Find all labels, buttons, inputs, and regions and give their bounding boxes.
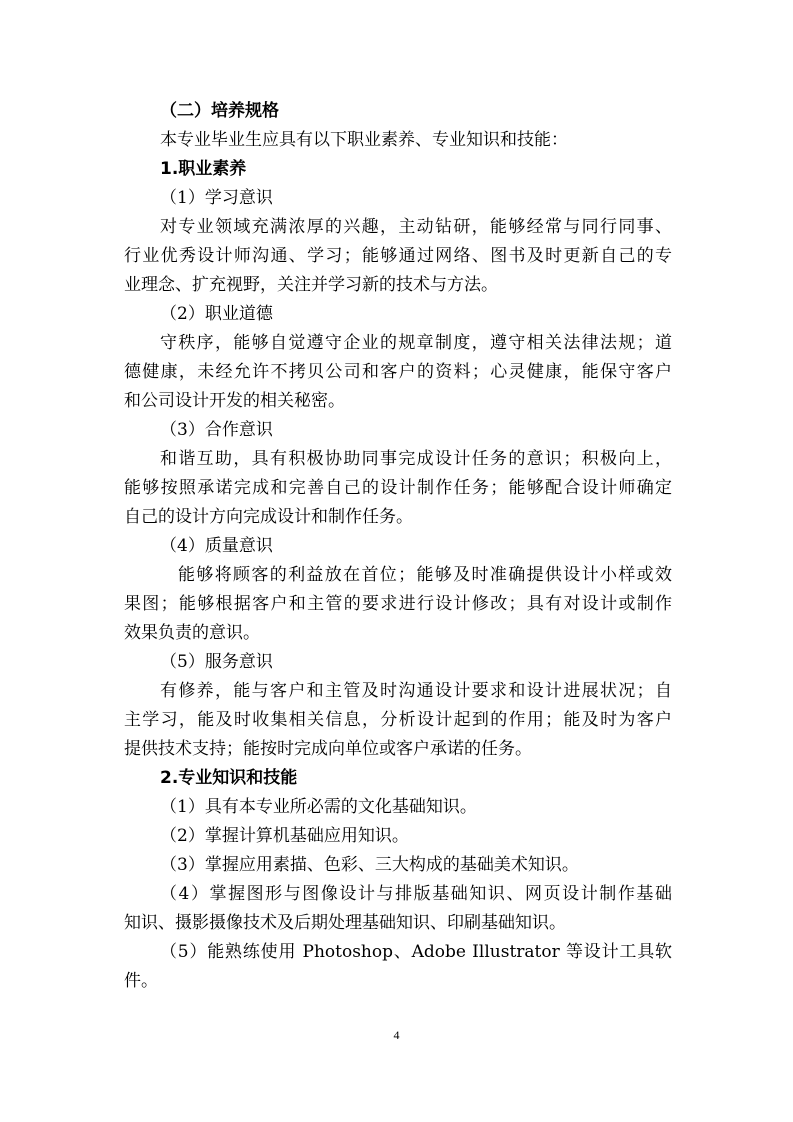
paragraph-line: 业理念、扩充视野，关注并学习新的技术与方法。	[124, 275, 498, 295]
list-item: （3）掌握应用素描、色彩、三大构成的基础美术知识。	[160, 855, 579, 875]
list-item: （2）掌握计算机基础应用知识。	[160, 826, 409, 846]
item-label: （5）服务意识	[160, 652, 273, 672]
item-label: （4）质量意识	[160, 536, 273, 556]
paragraph-line: 和公司设计开发的相关秘密。	[124, 391, 345, 411]
list-item: （4）掌握图形与图像设计与排版基础知识、网页设计制作基础	[160, 884, 672, 904]
item-label: （2）职业道德	[160, 304, 273, 324]
page-number: 4	[393, 1028, 400, 1042]
paragraph-line: 自己的设计方向完成设计和制作任务。	[124, 507, 413, 527]
paragraph-line: 能够按照承诺完成和完善自己的设计制作任务；能够配合设计师确定	[124, 478, 672, 498]
section-title: （二）培养规格	[160, 101, 279, 121]
list-item: （1）具有本专业所必需的文化基础知识。	[160, 797, 477, 817]
part2-title: 2.专业知识和技能	[160, 768, 298, 788]
list-item-continuation: 知识、摄影摄像技术及后期处理基础知识、印刷基础知识。	[124, 913, 566, 933]
list-item: （5）能熟练使用 Photoshop、Adobe Illustrator 等设计工具软	[160, 942, 672, 962]
paragraph-line: 能够将顾客的利益放在首位；能够及时准确提供设计小样或效	[178, 565, 672, 585]
intro-paragraph: 本专业毕业生应具有以下职业素养、专业知识和技能：	[160, 130, 568, 150]
paragraph-line: 果图；能够根据客户和主管的要求进行设计修改；具有对设计或制作	[124, 594, 672, 614]
paragraph-line: 德健康，未经允许不拷贝公司和客户的资料；心灵健康，能保守客户	[124, 362, 672, 382]
paragraph-line: 有修养，能与客户和主管及时沟通设计要求和设计进展状况；自	[160, 681, 672, 701]
list-item-continuation: 件。	[124, 971, 158, 991]
paragraph-line: 守秩序，能够自觉遵守企业的规章制度，遵守相关法律法规；道	[160, 333, 672, 353]
document-body	[124, 97, 672, 996]
item-label: （1）学习意识	[160, 188, 273, 208]
paragraph-line: 提供技术支持；能按时完成向单位或客户承诺的任务。	[124, 739, 532, 759]
paragraph-line: 主学习，能及时收集相关信息，分析设计起到的作用；能及时为客户	[124, 710, 672, 730]
paragraph-line: 行业优秀设计师沟通、学习；能够通过网络、图书及时更新自己的专	[124, 246, 672, 266]
item-label: （3）合作意识	[160, 420, 273, 440]
paragraph-line: 对专业领域充满浓厚的兴趣，主动钻研，能够经常与同行同事、	[160, 217, 672, 237]
paragraph-line: 和谐互助，具有积极协助同事完成设计任务的意识；积极向上，	[160, 449, 672, 469]
part1-title: 1.职业素养	[160, 159, 247, 179]
paragraph-line: 效果负责的意识。	[124, 623, 260, 643]
